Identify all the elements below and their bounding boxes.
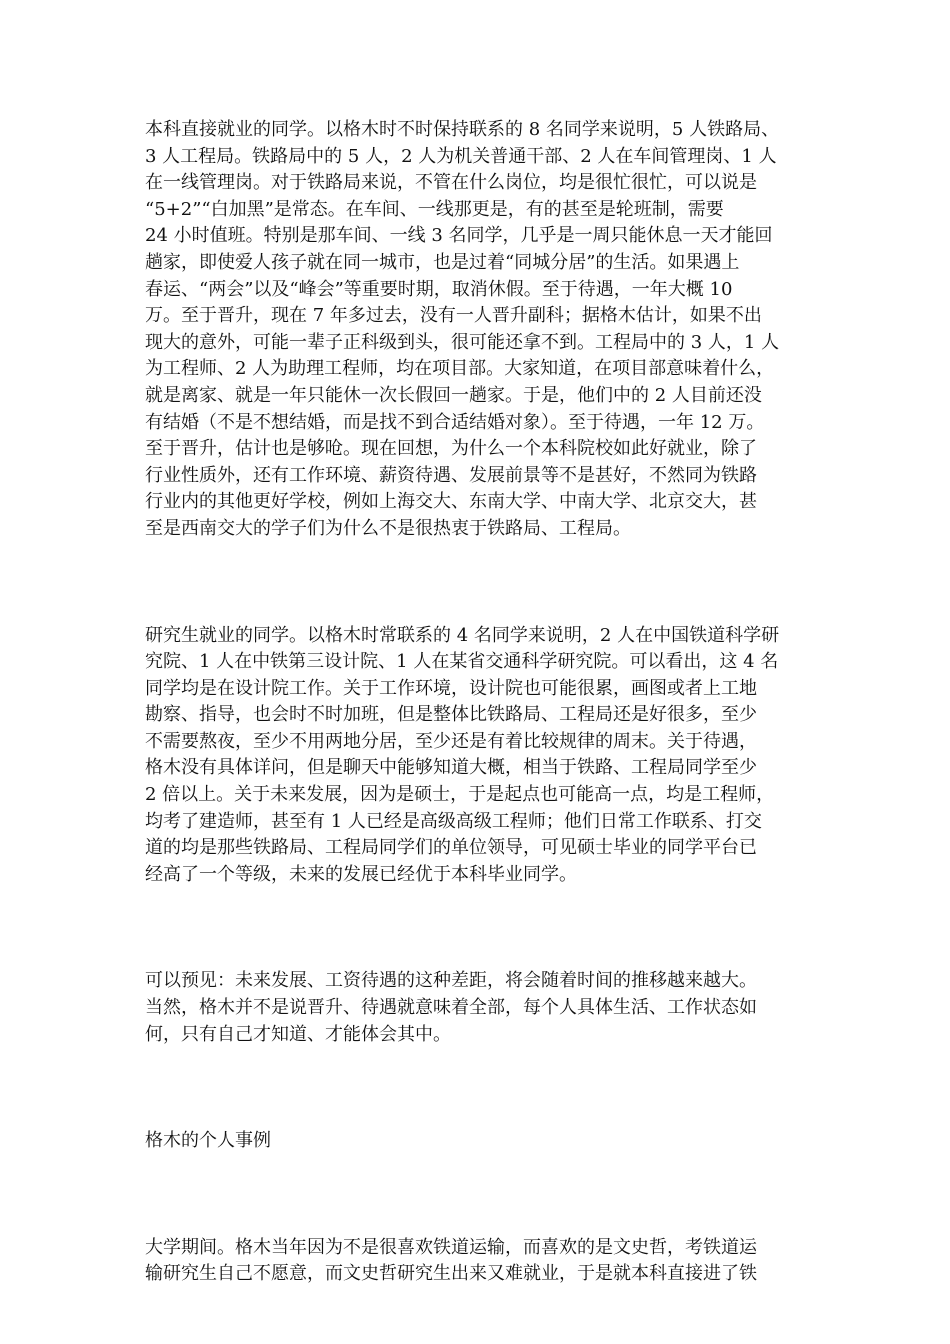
paragraph-graduate-employment: 研究生就业的同学。以格木时常联系的 4 名同学来说明，2 人在中国铁道科学研 究院、1 人在中铁第三设计院、1 人在某省交通科学研究院。可以看出，这 4 名 同学均是在设计院工作。关于工作环境，设计院也可能很累，画图或者上工地 勘察、指导，也会时不时加班，但是整体比铁路局、工程局还是好很多，至少 不需要熬夜，至少不用两地分居，至少还是有着比较规律的周末。关于待遇， 格木没有具体详问，但是聊天中能够知道大概，相当于铁路、工程局同学至少 2 倍以上。关于未来发展，因为是硕士，于是起点也可能高一点，均是工程师， 均考了建造师，甚至有 1 人已经是高级高级工程师；他们日常工作联系、打交 道的均是那些铁路局、工程局同学们的单位领导，可见硕士毕业的同学平台已 经高了一个等级，未来的发展已经优于本科毕业同学。 [145,624,780,885]
section-heading-personal-case: 格木的个人事例 [145,1130,271,1152]
paragraph-foresight: 可以预见：未来发展、工资待遇的这种差距，将会随着时间的推移越来越大。 当然，格木并不是说晋升、待遇就意味着全部，每个人具体生活、工作状态如 何，只有自己才知道、才能体会其中。 [145,970,757,1045]
paragraph-spacer [145,1048,810,1128]
paragraph-undergrad-employment: 本科直接就业的同学。以格木时不时保持联系的 8 名同学来说明，5 人铁路局、 3 人工程局。铁路局中的 5 人，2 人为机关普通干部、2 人在车间管理岗、1 人 在一线管理岗。对于铁路局来说，不管在什么岗位，均是很忙很忙，可以说是 “5+2”“白加黑”是常态。在车间、一线那更是，有的甚至是轮班制，需要 24 小时值班。特别是那车间、一线 3 名同学，几乎是一周只能休息一天才能回 趟家，即使爱人孩子就在同一城市，也是过着“同城分居”的生活。如果遇上 春运、“两会”以及“峰会”等重要时期，取消休假。至于待遇，一年大概 10 万。至于晋升，现在 7 年多过去，没有一人晋升副科；据格木估计，如果不出 现大的意外，可能一辈子正科级到头，很可能还拿不到。工程局中的 3 人，1 人 为工程师、2 人为助理工程师，均在项目部。大家知道，在项目部意味着什么， 就是离家、就是一年只能休一次长假回一趟家。于是，他们中的 2 人目前还没 有结婚（不是不想结婚，而是找不到合适结婚对象）。至于待遇，一年 12 万。 至于晋升，估计也是够呛。现在回想，为什么一个本科院校如此好就业，除了 行业性质外，还有工作环境、薪资待遇、发展前景等不是甚好，不然同为铁路 行业内的其他更好学校，例如上海交大、东南大学、中南大学、北京交大，甚 至是西南交大的学子们为什么不是很热衷于铁路局、工程局。 [145,119,780,539]
paragraph-spacer [145,1155,810,1235]
paragraph-university-period: 大学期间。格木当年因为不是很喜欢铁道运输，而喜欢的是文史哲，考铁道运 输研究生自己不愿意，而文史哲研究生出来又难就业，于是就本科直接进了铁 [145,1236,757,1285]
paragraph-spacer [145,888,810,968]
paragraph-spacer [145,543,810,623]
document-body [145,117,810,1288]
